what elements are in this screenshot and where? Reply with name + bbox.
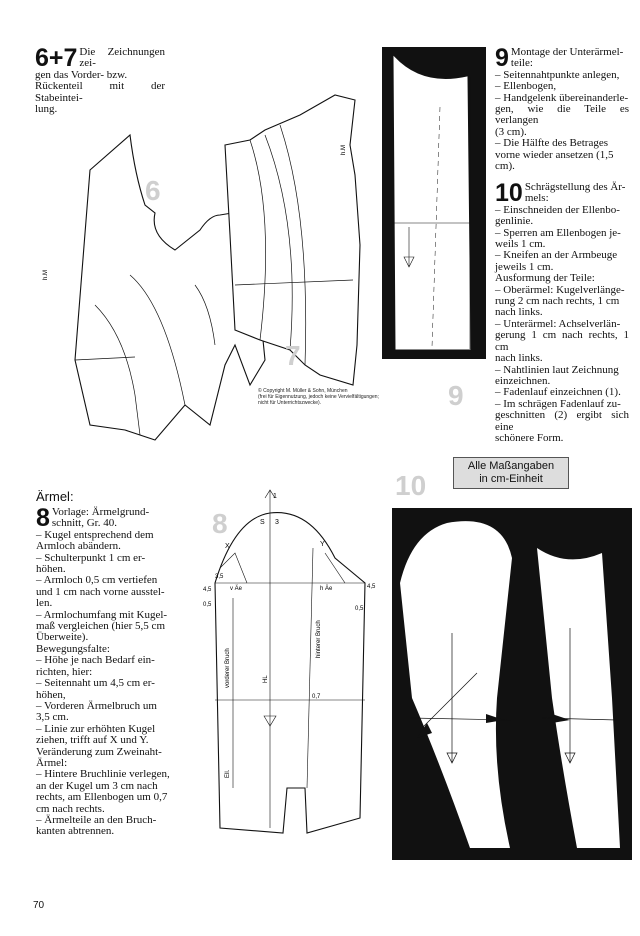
label-1: 1 <box>273 493 277 500</box>
text-line: teile: <box>510 57 533 70</box>
text-line: – Linie zur erhöhten Kugel <box>36 722 156 735</box>
text-line: Bewegungsfalte: <box>36 642 110 655</box>
text-line: richten, hier: <box>36 665 93 678</box>
label-hinterer-bruch: hinterer Bruch <box>316 620 322 658</box>
label-35: 3,5 <box>215 574 224 580</box>
text-line: Veränderung zum Zweinaht- <box>36 745 162 758</box>
section-number: 10 <box>495 179 523 207</box>
text-line: Die Zeichnungen zei- <box>79 46 165 70</box>
text-line: – Ärmelteile an den Bruch- <box>36 813 157 826</box>
figure-9-number: 9 <box>448 380 464 411</box>
text-line: – Höhe je nach Bedarf ein- <box>36 654 155 667</box>
label-45a: 4,5 <box>203 587 212 593</box>
label-3: 3 <box>275 519 279 526</box>
text-line: – Seitennaht um 4,5 cm er- <box>36 677 155 690</box>
text-line: gen das Vorder- bzw. <box>35 68 128 81</box>
section-10-text <box>495 179 629 444</box>
text-line: nach links. <box>495 306 543 319</box>
text-line: 3,5 cm. <box>36 711 69 724</box>
units-note-line: Alle Maßangaben <box>467 460 555 472</box>
units-note-line: in cm-Einheit <box>479 473 543 485</box>
figure-10-panel <box>392 508 632 860</box>
text-line: – Seitennahtpunkte anlegen, <box>495 68 620 81</box>
label-hl: HL <box>263 675 269 683</box>
copyright-line: nicht für Unterrichtszwecke). <box>258 400 322 406</box>
text-line: gerung 1 cm nach rechts, 1 cm <box>495 329 629 353</box>
text-line: und 1 cm nach vorne ausstel- <box>36 585 165 598</box>
section-number: 6+7 <box>35 44 78 72</box>
text-line: – Im schrägen Fadenlauf zu- <box>495 397 621 410</box>
text-line: – Unterärmel: Achselverlän- <box>495 317 621 330</box>
text-line: len. <box>36 597 53 610</box>
text-line: weils 1 cm. <box>495 238 546 251</box>
text-line: (3 cm). <box>495 125 527 138</box>
units-note-box <box>453 457 569 489</box>
svg-text:h.M: h.M <box>341 144 347 155</box>
text-line: – Sperren am Ellenbogen je- <box>495 226 621 239</box>
text-line: Montage der Unterärmel- <box>510 46 624 58</box>
text-line: gen, wie die Teile es verlangen <box>495 103 629 127</box>
section-8-text <box>36 504 171 838</box>
text-line: Ausformung der Teile: <box>495 272 595 285</box>
text-line: – Einschneiden der Ellenbo- <box>495 203 620 216</box>
label-05b: 0,5 <box>355 606 364 612</box>
copyright-note <box>258 388 423 406</box>
figure-8-drawing <box>195 488 385 838</box>
section-number: 9 <box>495 44 509 72</box>
text-line: – Nahtlinien laut Zeichnung <box>495 363 619 376</box>
label-05a: 0,5 <box>203 602 212 608</box>
figure-9-panel <box>382 47 486 359</box>
text-line: vorne wieder ansetzen (1,5 <box>495 148 614 161</box>
text-line: – Handgelenk übereinanderle- <box>495 91 629 104</box>
text-line: schnitt, Gr. 40. <box>51 517 117 530</box>
label-vorderer-bruch: vorderer Bruch <box>225 648 231 688</box>
text-line: – Oberärmel: Kugelverlänge- <box>495 283 625 296</box>
text-line: – Hintere Bruchlinie verlegen, <box>36 768 170 781</box>
section-number: 8 <box>36 504 50 532</box>
text-line: einzeichnen. <box>495 374 551 387</box>
text-line: – Kugel entsprechend dem <box>36 528 154 541</box>
text-line: genlinie. <box>495 215 534 228</box>
text-line: ziehen, trifft auf X und Y. <box>36 734 149 747</box>
text-line: rung 2 cm nach rechts, 1 cm <box>495 295 620 308</box>
text-line: höhen. <box>36 563 66 576</box>
text-line: höhen, <box>36 688 66 701</box>
section-8-heading: Ärmel: <box>36 489 74 504</box>
text-line: – Armloch 0,5 cm vertiefen <box>36 574 158 587</box>
text-line: – Ellenbogen, <box>495 80 557 93</box>
label-x: X <box>225 543 230 550</box>
text-line: Armloch abändern. <box>36 540 121 553</box>
text-line: – Schulterpunkt 1 cm er- <box>36 551 146 564</box>
text-line: Rückenteil mit der Stabeintei- <box>35 80 165 104</box>
text-line: – Fadenlauf einzeichnen (1). <box>495 386 621 399</box>
figure-7-number: 7 <box>285 340 301 371</box>
text-line: rechts, am Ellenbogen um 0,7 <box>36 791 168 804</box>
figure-8-number: 8 <box>212 508 228 539</box>
label-45b: 4,5 <box>367 584 376 590</box>
text-line: cm nach rechts. <box>36 802 105 815</box>
text-line: an der Kugel um 3 cm nach <box>36 779 158 792</box>
svg-text:h.M: h.M <box>43 269 49 280</box>
label-ell: Ell. <box>225 769 231 778</box>
label-07: 0,7 <box>312 694 321 700</box>
text-line: cm). <box>495 160 515 173</box>
text-line: – Kneifen an der Armbeuge <box>495 249 618 262</box>
text-line: – Armlochumfang mit Kugel- <box>36 608 168 621</box>
text-line: Schrägstellung des Är- <box>524 181 626 193</box>
text-line: – Vorderen Ärmelbruch um <box>36 699 157 712</box>
copyright-line: (frei für Eigennutzung, jedoch keine Vervielfältigungen; <box>258 394 379 400</box>
label-v-ae: v Äe <box>230 586 243 592</box>
label-y: Y <box>320 541 325 548</box>
text-line: Vorlage: Ärmelgrund- <box>51 506 150 518</box>
text-line: Überweite). <box>36 631 89 644</box>
copyright-line: © Copyright M. Müller & Sohn, München <box>258 388 348 394</box>
text-line: kanten abtrennen. <box>36 825 115 838</box>
text-line: maß vergleichen (hier 5,5 cm <box>36 620 165 633</box>
label-h-ae: h Äe <box>320 586 333 592</box>
figure-6-number: 6 <box>145 175 161 206</box>
label-s: S <box>260 519 265 526</box>
text-line: Ärmel: <box>36 756 68 769</box>
figure-6-7-drawing <box>35 45 380 445</box>
text-line: schönere Form. <box>495 431 564 444</box>
section-9-text <box>495 44 629 173</box>
text-line: lung. <box>35 103 58 116</box>
text-line: jeweils 1 cm. <box>495 260 554 273</box>
text-line: mels: <box>524 192 549 205</box>
text-line: – Die Hälfte des Betrages <box>495 137 609 150</box>
page-number: 70 <box>33 900 45 911</box>
text-line: geschnitten (2) ergibt sich eine <box>495 409 629 433</box>
figure-10-number: 10 <box>395 470 427 501</box>
text-line: nach links. <box>495 352 543 365</box>
